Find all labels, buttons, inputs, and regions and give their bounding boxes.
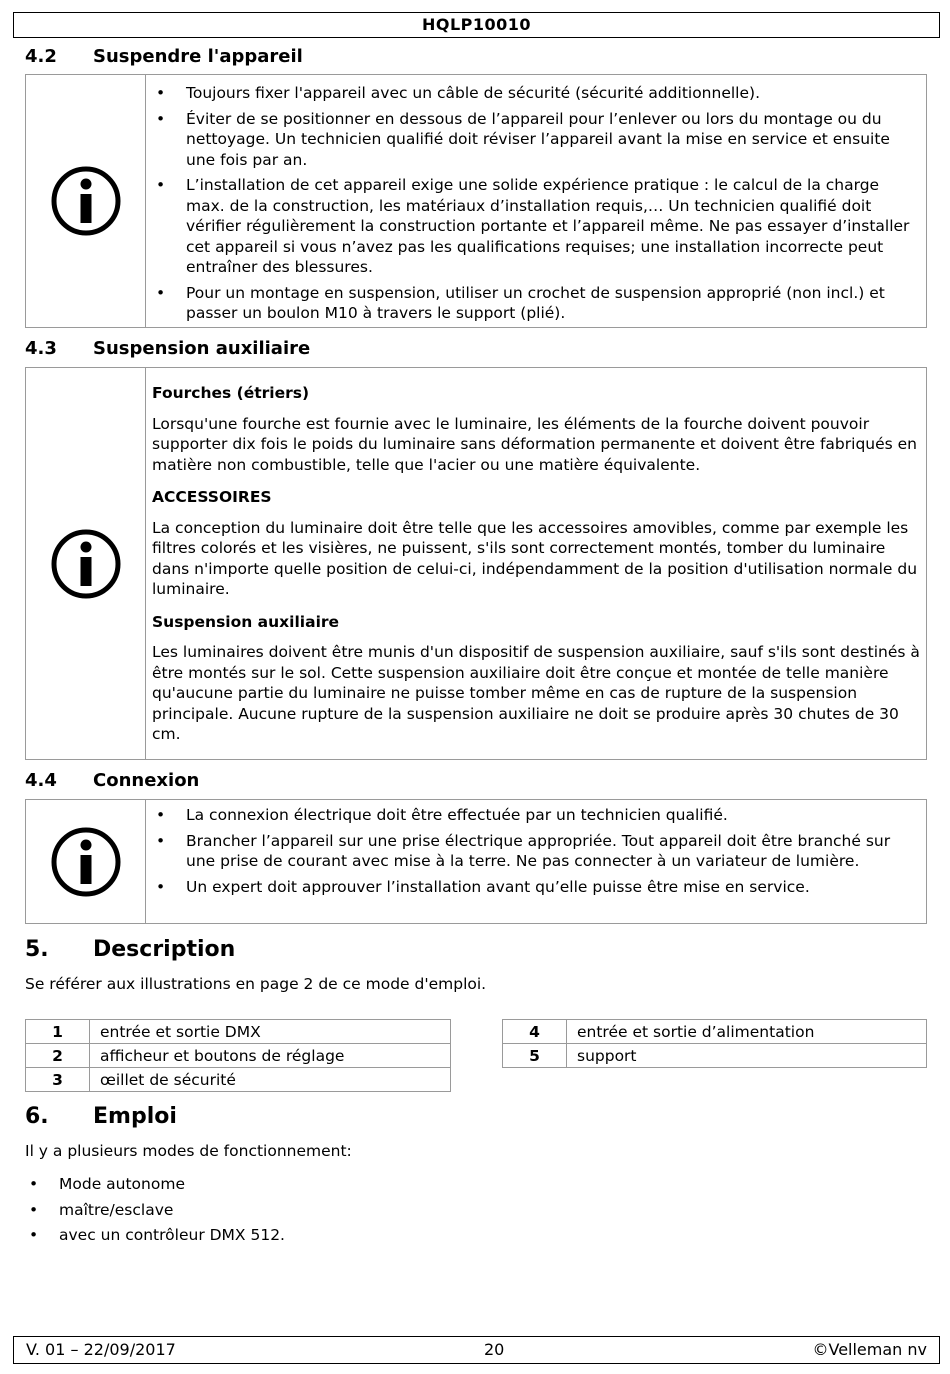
part-number: 3 xyxy=(26,1068,90,1092)
list-item: • L’installation de cet appareil exige une solide expérience pratique : le calcul de la charge max. de la construction, les matériaux d’installation requis,… Un technicien qualifié doit vérifier régulièrement la construction portante et l’appareil même. Ne pas essayer d’installer cet appareil si vous n’avez pas les qualifications requises; une installation incorrecte peut entraîner des blessures. xyxy=(152,175,920,278)
list-item: • Un expert doit approuver l’installation avant qu’elle puisse être mise en service. xyxy=(152,877,920,898)
section-number: 5. xyxy=(25,937,49,962)
description-intro: Se référer aux illustrations en page 2 de ce mode d'emploi. xyxy=(25,975,487,993)
subheading-fourches: Fourches (étriers) xyxy=(152,384,310,402)
info-icon xyxy=(50,165,122,237)
section-heading-4-3 xyxy=(25,339,310,360)
model-number: HQLP10010 xyxy=(421,15,532,34)
section-title: Connexion xyxy=(93,770,200,791)
icon-cell xyxy=(26,368,146,759)
list-item: • La connexion électrique doit être effectuée par un technicien qualifié. xyxy=(152,805,920,826)
list-item: • avec un contrôleur DMX 512. xyxy=(25,1225,285,1246)
icon-cell xyxy=(26,75,146,327)
info-box-4-4 xyxy=(25,799,927,924)
section-title: Suspendre l'appareil xyxy=(93,46,303,67)
part-number: 1 xyxy=(26,1020,90,1044)
parts-table-right xyxy=(502,1019,927,1068)
paragraph: Lorsqu'une fourche est fournie avec le luminaire, les éléments de la fourche doivent pouvoir supporter dix fois le poids du luminaire sans déformation permanente et doivent être fabriqués en matière non combustible, telle que l'acier ou une matière équivalente. xyxy=(152,414,918,474)
list-item: • Brancher l’appareil sur une prise électrique appropriée. Tout appareil doit être branché sur une prise de courant avec mise à la terre. Ne pas connecter à un variateur de lumière. xyxy=(152,831,920,872)
version-date: V. 01 – 22/09/2017 xyxy=(26,1339,176,1359)
page-header xyxy=(13,12,940,38)
parts-table-left xyxy=(25,1019,451,1092)
table-row xyxy=(26,1044,451,1068)
list-item: • Éviter de se positionner en dessous de l’appareil pour l’enlever ou lors du montage ou du nettoyage. Un technicien qualifié doit réviser l’appareil avant la mise en service et ensuite une fois par an. xyxy=(152,109,920,171)
section-number: 4.2 xyxy=(25,46,57,67)
part-label: afficheur et boutons de réglage xyxy=(90,1044,451,1068)
info-box-4-3 xyxy=(25,367,927,760)
subheading-suspension: Suspension auxiliaire xyxy=(152,612,340,631)
info-icon xyxy=(50,826,122,898)
section-heading-6 xyxy=(25,1104,177,1129)
part-number: 4 xyxy=(503,1020,567,1044)
section-number: 6. xyxy=(25,1104,49,1129)
info-box-4-2 xyxy=(25,74,927,328)
section-heading-4-2 xyxy=(25,47,303,68)
section-heading-5 xyxy=(25,937,236,962)
copyright: ©Velleman nv xyxy=(812,1339,927,1359)
section-title: Emploi xyxy=(93,1104,177,1129)
usage-intro: Il y a plusieurs modes de fonctionnement: xyxy=(25,1142,352,1160)
icon-cell xyxy=(26,800,146,923)
section-number: 4.3 xyxy=(25,338,57,359)
list-item: • Mode autonome xyxy=(25,1174,285,1195)
list-item: • Toujours fixer l'appareil avec un câble de sécurité (sécurité additionnelle). xyxy=(152,83,920,104)
paragraph: Les luminaires doivent être munis d'un dispositif de suspension auxiliaire, sauf s'ils sont destinés à être montés sur le sol. Cette suspension auxiliaire doit être conçue et montée de telle manière qu'aucune partie du luminaire ne puisse tomber même en cas de rupture de la suspension principale. Aucune rupture de la suspension auxiliaire ne doit se produire après 30 chutes de 30 cm. xyxy=(152,643,920,743)
subheading-accessoires: ACCESSOIRES xyxy=(152,488,272,506)
table-row xyxy=(503,1020,927,1044)
paragraph: La conception du luminaire doit être telle que les accessoires amovibles, comme par exemple les filtres colorés et les visières, ne puissent, s'ils sont correctement montés, tomber du luminaire dans n'importe quelle position de celui-ci, indépendamment de la position d'utilisation normale du luminaire. xyxy=(152,518,918,598)
section-title: Description xyxy=(93,937,236,962)
bullet-list xyxy=(152,83,920,324)
list-item: • Pour un montage en suspension, utiliser un crochet de suspension approprié (non incl.) et passer un boulon M10 à travers le support (plié). xyxy=(152,283,920,324)
part-label: entrée et sortie DMX xyxy=(90,1020,451,1044)
part-number: 5 xyxy=(503,1044,567,1068)
part-label: œillet de sécurité xyxy=(90,1068,451,1092)
info-icon xyxy=(50,528,122,600)
part-label: support xyxy=(567,1044,927,1068)
page-number: 20 xyxy=(483,1339,505,1359)
part-label: entrée et sortie d’alimentation xyxy=(567,1020,927,1044)
table-row xyxy=(26,1020,451,1044)
table-row xyxy=(26,1068,451,1092)
section-heading-4-4 xyxy=(25,771,199,792)
bullet-list xyxy=(152,805,920,897)
table-row xyxy=(503,1044,927,1068)
list-item: • maître/esclave xyxy=(25,1200,285,1221)
page-footer xyxy=(13,1336,940,1364)
section-number: 4.4 xyxy=(25,770,57,791)
modes-list xyxy=(25,1174,285,1251)
part-number: 2 xyxy=(26,1044,90,1068)
section-title: Suspension auxiliaire xyxy=(93,338,311,359)
